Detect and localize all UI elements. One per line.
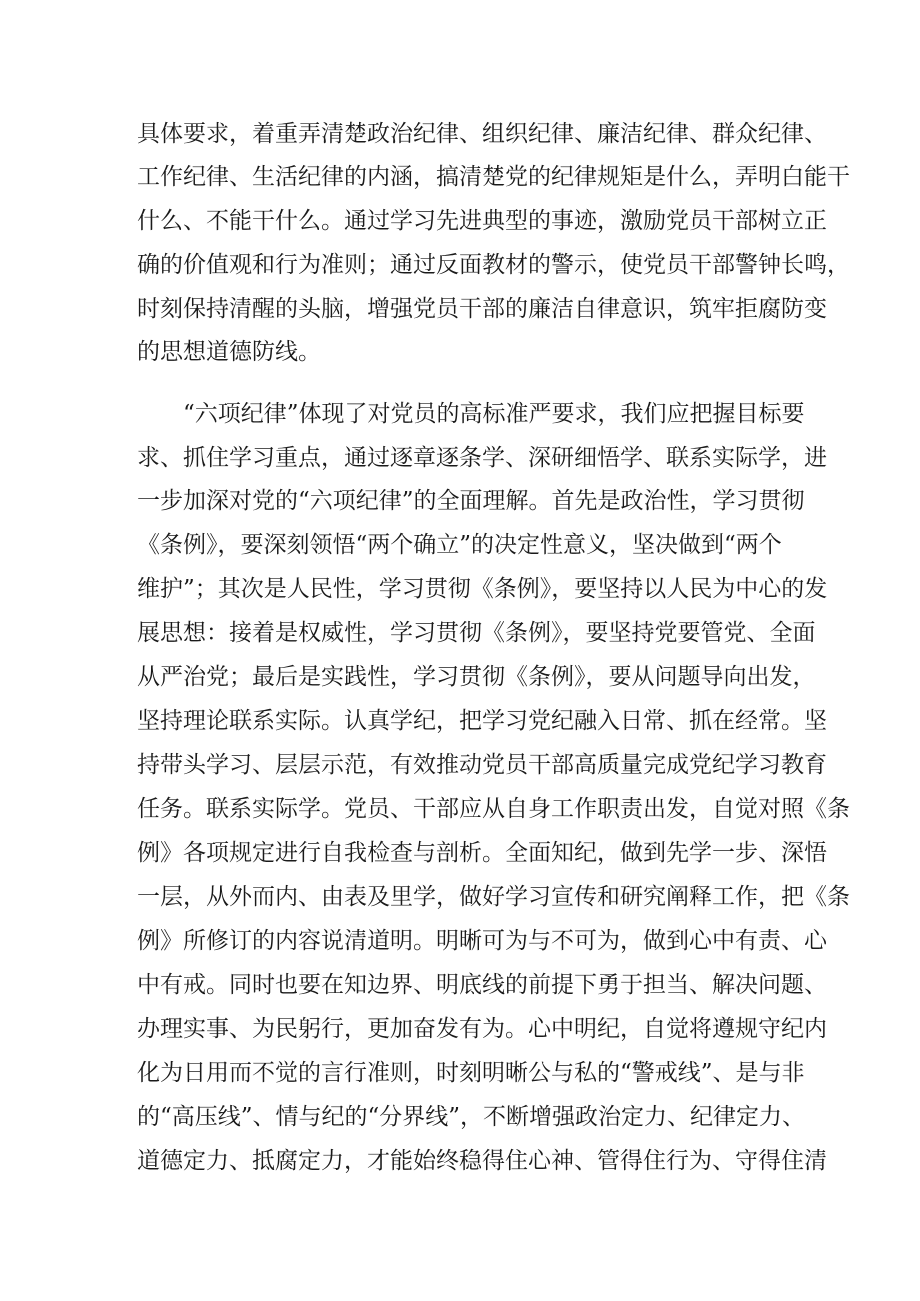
paragraph-2-line-13: 例》所修订的内容说清道明。明晰可为与不可为，做到心中有责、心 (137, 928, 827, 954)
paragraph-2-line-16: 化为日用而不觉的言行准则，时刻明晰公与私的“警戒线”、是与非 (137, 1060, 805, 1086)
paragraph-2-line-4: 《条例》，要深刻领悟“两个确立”的决定性意义，坚决做到“两个 (137, 532, 782, 558)
paragraph-2-line-3: 一步加深对党的“六项纪律”的全面理解。首先是政治性，学习贯彻 (137, 488, 805, 514)
paragraph-2-line-14: 中有戒。同时也要在知边界、明底线的前提下勇于担当、解决问题、 (137, 972, 827, 998)
paragraph-2-line-8: 坚持理论联系实际。认真学纪，把学习党纪融入日常、抓在经常。坚 (137, 708, 827, 734)
paragraph-1-line-4: 确的价值观和行为准则；通过反面教材的警示，使党员干部警钟长鸣， (137, 252, 850, 278)
paragraph-2-line-9: 持带头学习、层层示范，有效推动党员干部高质量完成党纪学习教育 (137, 752, 827, 778)
paragraph-1-line-1: 具体要求，着重弄清楚政治纪律、组织纪律、廉洁纪律、群众纪律、 (137, 121, 827, 147)
paragraph-2-line-15: 办理实事、为民躬行，更加奋发有为。心中明纪，自觉将遵规守纪内 (137, 1016, 827, 1042)
paragraph-1-line-2: 工作纪律、生活纪律的内涵，搞清楚党的纪律规矩是什么，弄明白能干 (137, 164, 850, 190)
paragraph-2-line-1: “六项纪律”体现了对党员的高标准严要求，我们应把握目标要 (183, 401, 805, 427)
paragraph-1-line-5: 时刻保持清醒的头脑，增强党员干部的廉洁自律意识，筑牢拒腐防变 (137, 296, 827, 322)
paragraph-2-line-17: 的“高压线”、情与纪的“分界线”，不断增强政治定力、纪律定力、 (137, 1104, 806, 1130)
paragraph-2-line-7: 从严治党；最后是实践性，学习贯彻《条例》，要从问题导向出发， (137, 664, 816, 690)
paragraph-2-line-18: 道德定力、抵腐定力，才能始终稳得住心神、管得住行为、守得住清 (137, 1148, 827, 1174)
paragraph-2-line-11: 例》各项规定进行自我检查与剖析。全面知纪，做到先学一步、深悟 (137, 840, 827, 866)
paragraph-2-line-2: 求、抓住学习重点，通过逐章逐条学、深研细悟学、联系实际学，进 (137, 445, 827, 471)
paragraph-2-line-5: 维护”；其次是人民性，学习贯彻《条例》，要坚持以人民为中心的发 (137, 576, 828, 602)
paragraph-2-line-12: 一层，从外而内、由表及里学，做好学习宣传和研究阐释工作，把《条 (137, 884, 850, 910)
paragraph-2-line-6: 展思想：接着是权威性，学习贯彻《条例》，要坚持党要管党、全面 (137, 620, 816, 646)
paragraph-1-line-3: 什么、不能干什么。通过学习先进典型的事迹，激励党员干部树立正 (137, 208, 827, 234)
paragraph-2-line-10: 任务。联系实际学。党员、干部应从自身工作职责出发，自觉对照《条 (137, 796, 850, 822)
paragraph-1-line-6: 的思想道德防线。 (137, 339, 321, 365)
